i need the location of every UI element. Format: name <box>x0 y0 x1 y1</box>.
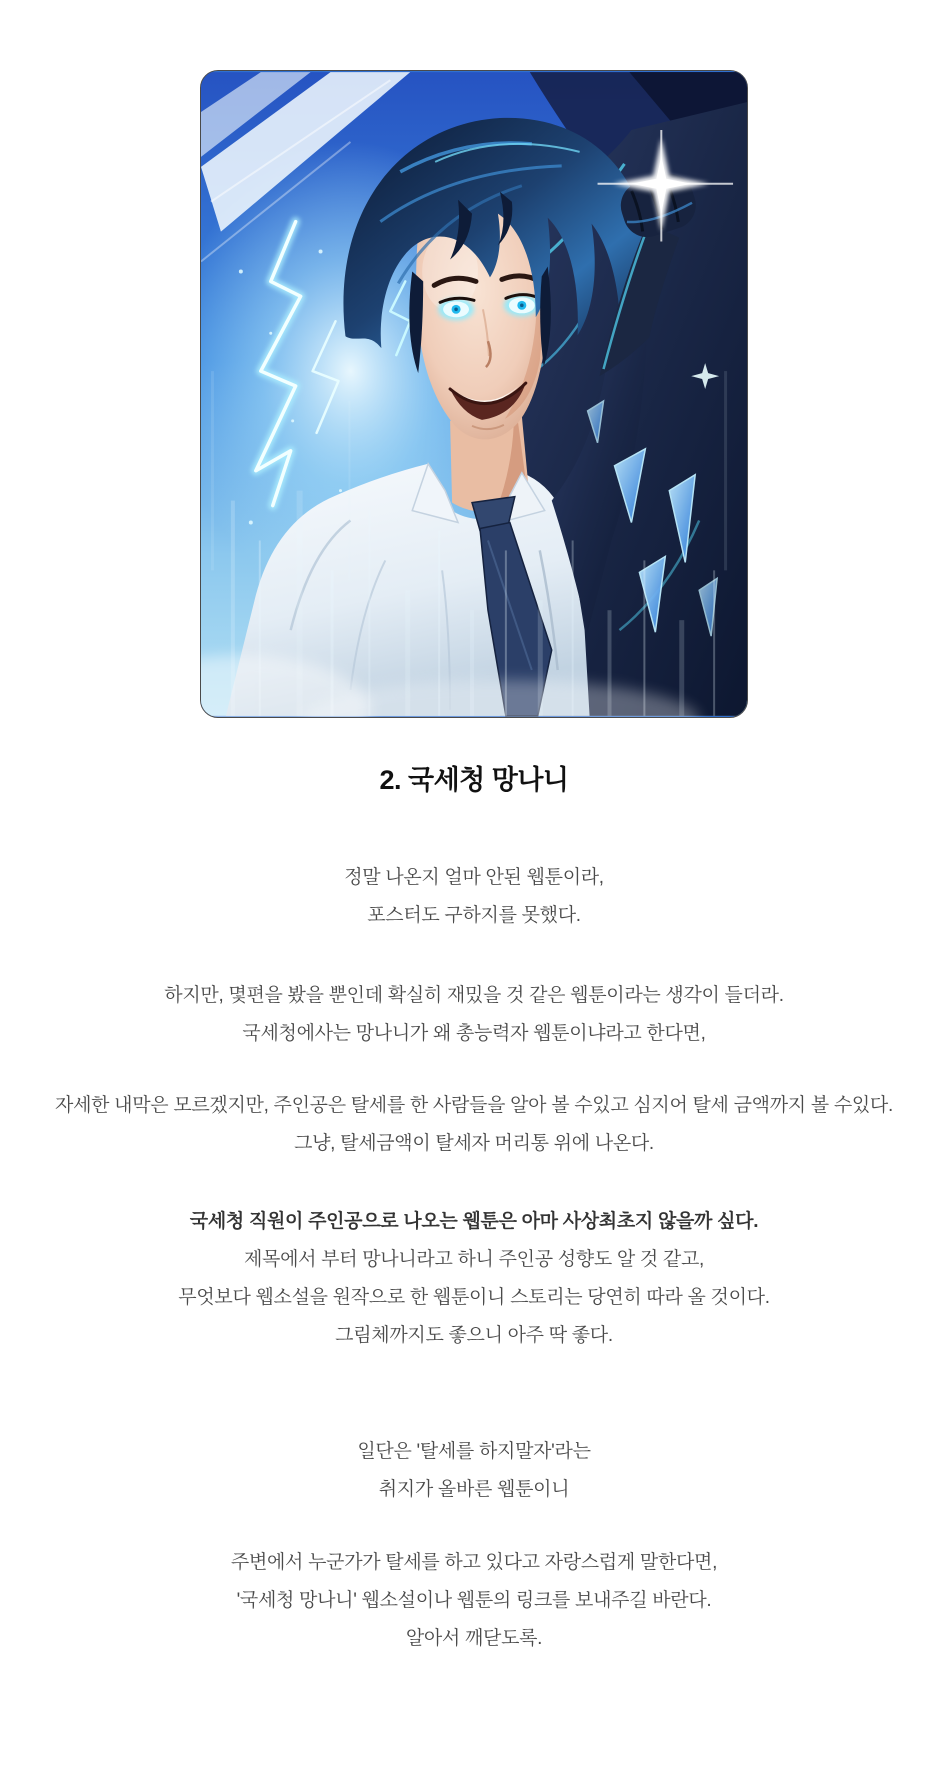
blog-post-page <box>0 70 948 1769</box>
text-line: 주변에서 누군가가 탈세를 하고 있다고 자랑스럽게 말한다면, <box>230 1552 718 1573</box>
text-line: '국세청 망나니' 웹소설이나 웹툰의 링크를 보내주길 바란다. <box>236 1590 712 1611</box>
post-heading: 2. 국세청 망나니 <box>379 765 569 795</box>
text-line: 그림체까지도 좋으니 아주 딱 좋다. <box>335 1325 613 1346</box>
paragraph-3 <box>0 1087 948 1163</box>
text-line-bold: 국세청 직원이 주인공으로 나오는 웹툰은 아마 사상최초지 않을까 싶다. <box>189 1211 759 1232</box>
paragraph-5 <box>0 1433 948 1509</box>
cover-image <box>200 70 748 718</box>
cover-illustration <box>201 71 747 717</box>
text-line: 정말 나온지 얼마 안된 웹툰이라, <box>344 867 604 888</box>
text-line: 알아서 깨닫도록. <box>405 1628 543 1649</box>
text-line: 하지만, 몇편을 봤을 뿐인데 확실히 재밌을 것 같은 웹툰이라는 생각이 들더라. <box>164 985 784 1006</box>
paragraph-4 <box>0 1203 948 1355</box>
post-body <box>0 859 948 1658</box>
paragraph-1 <box>0 859 948 935</box>
paragraph-2 <box>0 977 948 1053</box>
text-line: 무엇보다 웹소설을 원작으로 한 웹툰이니 스토리는 당연히 따라 올 것이다. <box>178 1287 770 1308</box>
text-line: 취지가 올바른 웹툰이니 <box>378 1479 570 1500</box>
text-line: 포스터도 구하지를 못했다. <box>367 905 581 926</box>
text-line: 그냥, 탈세금액이 탈세자 머리통 위에 나온다. <box>294 1133 654 1154</box>
text-line: 국세청에사는 망나니가 왜 총능력자 웹툰이냐라고 한다면, <box>242 1023 706 1044</box>
text-line: 제목에서 부터 망나니라고 하니 주인공 성향도 알 것 같고, <box>243 1249 705 1270</box>
paragraph-6 <box>0 1544 948 1658</box>
text-line: 자세한 내막은 모르겠지만, 주인공은 탈세를 한 사람들을 알아 볼 수있고 심지어 탈세 금액까지 볼 수있다. <box>55 1095 893 1116</box>
text-line: 일단은 '탈세를 하지말자'라는 <box>357 1441 591 1462</box>
